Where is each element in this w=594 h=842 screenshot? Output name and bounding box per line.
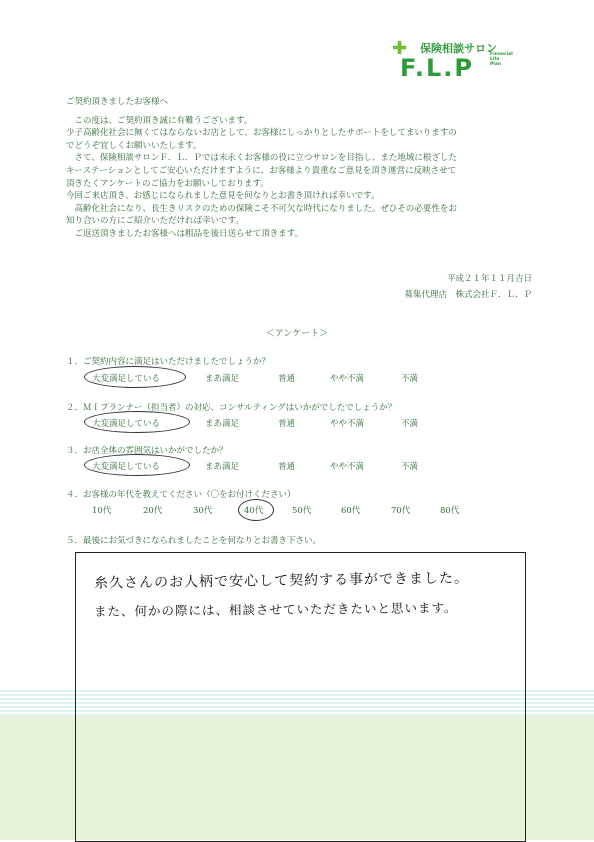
- age-option-30: 30代: [193, 506, 213, 516]
- intro-line: キーステーションとしてご安心いただけますように、お客様より貴重なご意見を頂き運営に反映させて: [66, 165, 457, 176]
- handwritten-line-1: 糸久さんのお人柄で安心して契約する事ができました。: [93, 570, 470, 592]
- intro-line: ご返送頂きましたお客様へは粗品を後日送らせて頂きます。: [66, 228, 304, 239]
- logo-plus-icon: ✚: [392, 38, 408, 59]
- date: 平成２１年１１月吉日: [446, 274, 532, 284]
- comment-box: [75, 552, 526, 842]
- age-option-50: 50代: [292, 506, 312, 516]
- age-option-10: 10代: [92, 506, 112, 516]
- q3-answer-circle: [84, 454, 190, 476]
- logo-sub-financial: Financial: [490, 52, 513, 57]
- logo-subtitle: [490, 52, 513, 67]
- question-1: １．ご契約内容に満足はいただけましたでしょうか？: [66, 357, 271, 367]
- intro-line: でどうぞ宜しくお願いいたします。: [66, 140, 202, 151]
- q1-option-satisfied: まあ満足: [205, 374, 240, 384]
- q3-option-neutral: 普通: [278, 462, 296, 472]
- q3-option-dissatisfied: やや不満: [330, 462, 365, 472]
- logo-sub-life: Life: [490, 57, 500, 62]
- question-4: ４．お客様の年代を教えてください（〇をお付けください）: [66, 490, 296, 500]
- intro-line: この度は、ご契約頂き誠に有難うございます。: [66, 115, 253, 126]
- q1-option-very-dissatisfied: 不満: [401, 374, 419, 384]
- age-option-70: 70代: [391, 506, 411, 516]
- q2-option-neutral: 普通: [278, 419, 296, 429]
- q2-option-very-satisfied: 大変満足している: [92, 419, 161, 429]
- logo-title: 保険相談サロン: [420, 42, 497, 55]
- q3-option-very-satisfied: 大変満足している: [92, 462, 161, 472]
- q1-answer-circle: [84, 366, 186, 388]
- age-answer-circle: [238, 499, 274, 521]
- age-option-60: 60代: [341, 506, 361, 516]
- intro-line: 少子高齢化社会に無くてはならないお店として、お客様にしっかりとしたサポートをしてまいりますの: [66, 128, 457, 139]
- intro-line: 頂きたくアンケートのご協力をお願いしております。: [66, 178, 269, 189]
- greeting: ご契約頂きましたお客様へ: [66, 97, 169, 107]
- intro-letter: [66, 96, 457, 241]
- q1-option-neutral: 普通: [278, 374, 296, 384]
- question-5: ５．最後にお気づきになられましたことを何なりとお書き下さい。: [66, 536, 322, 546]
- intro-line: さて、保険相談サロンＦ．Ｌ．Ｐでは末永くお客様の役に立つサロンを目指し、また地域に根ざした: [66, 153, 457, 164]
- intro-line: 知り合いの方にご紹介いただければ幸いです。: [66, 216, 244, 227]
- age-option-80: 80代: [440, 506, 460, 516]
- question-3: ３．お店全体の雰囲気はいかがでしたか？: [66, 446, 228, 456]
- q3-option-satisfied: まあ満足: [205, 462, 240, 472]
- q2-option-satisfied: まあ満足: [205, 419, 240, 429]
- q2-answer-circle: [84, 411, 190, 433]
- age-option-20: 20代: [143, 506, 163, 516]
- intro-line: 今回ご来店頂き、お感じになられました意見を何なりとお書き頂ければ幸いです。: [66, 191, 380, 202]
- agency: 募集代理店 株式会社Ｆ．Ｌ．Ｐ: [404, 290, 532, 300]
- age-option-40: 40代: [244, 506, 264, 516]
- intro-line: 高齢化社会になり、長生きリスクのための保険こそ不可欠な時代になりました。ぜひその必要性をお: [66, 203, 457, 214]
- logo-mark: F.L.P: [400, 54, 474, 82]
- q1-option-dissatisfied: やや不満: [330, 374, 365, 384]
- question-2: ２．ＭＩプランナー（担当者）の対応、コンサルティングはいかがでしたでしょうか？: [66, 403, 397, 413]
- survey-title: ＜アンケート＞: [265, 329, 329, 339]
- q2-option-dissatisfied: やや不満: [330, 419, 365, 429]
- logo-sub-plan: Plan: [490, 62, 502, 67]
- q2-option-very-dissatisfied: 不満: [401, 419, 419, 429]
- q3-option-very-dissatisfied: 不満: [401, 462, 419, 472]
- handwritten-line-2: また、何かの際には、相談させていただきたいと思います。: [93, 600, 458, 619]
- q1-option-very-satisfied: 大変満足している: [92, 374, 161, 384]
